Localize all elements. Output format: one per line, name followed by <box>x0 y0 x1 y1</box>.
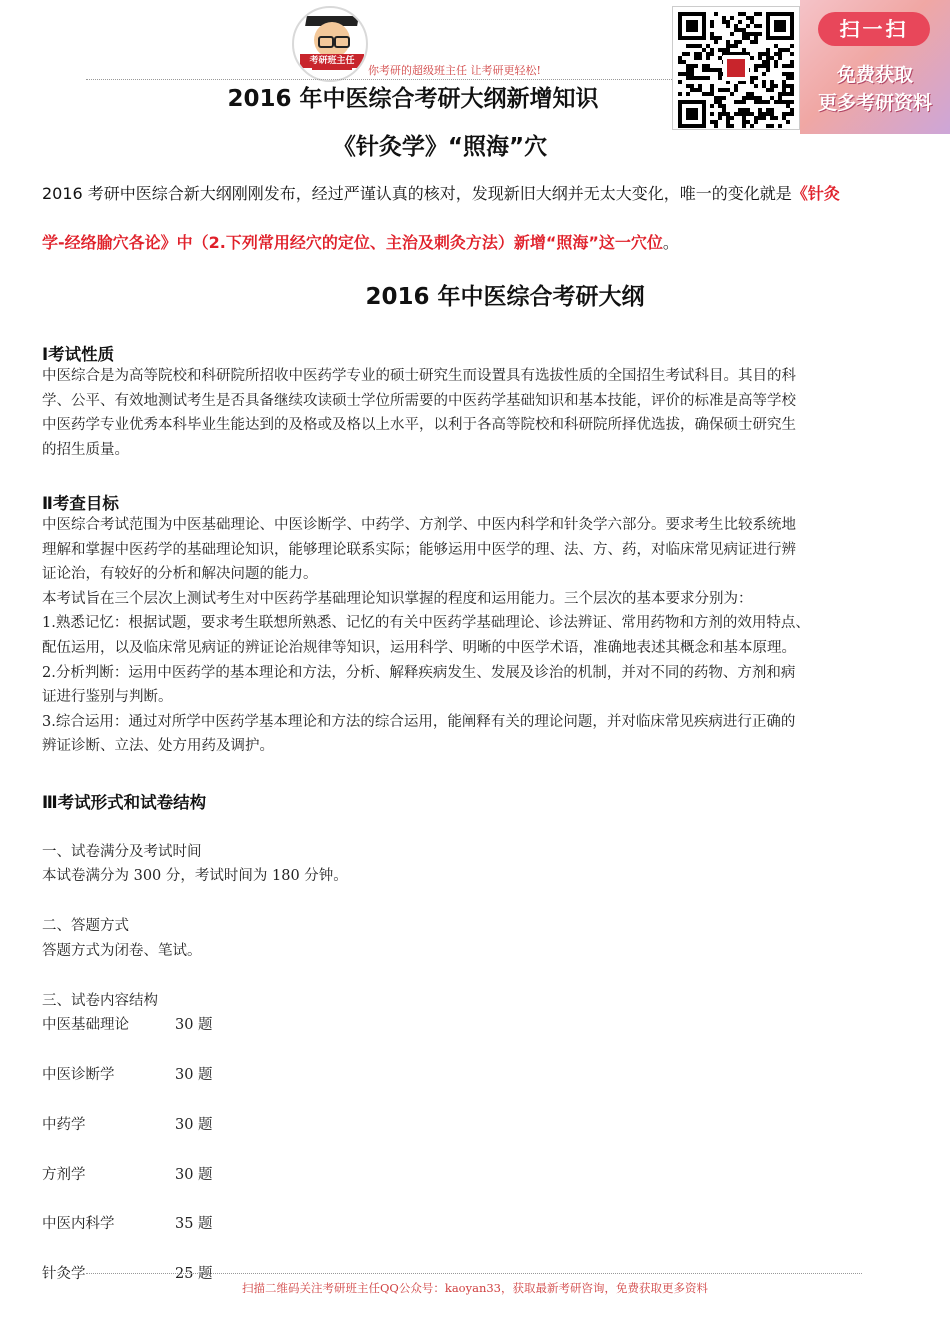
intro-highlight: 学-经络腧穴各论》中（2.下列常用经穴的定位、主治及刺灸方法）新增“照海”这一穴位 <box>42 233 663 252</box>
intro-text: 。 <box>662 233 679 252</box>
subsection-title: 三、试卷内容结构 <box>42 993 158 1009</box>
logo-text: 考研班主任 <box>300 54 364 68</box>
glasses-icon <box>334 36 350 48</box>
subsection-text: 答题方式为闭卷、笔试。 <box>42 943 202 959</box>
paragraph-line: 辨证诊断、立法、处方用药及调护。 <box>42 738 274 755</box>
promo-line-2: 更多考研资料 <box>817 92 932 114</box>
section-paragraph <box>42 364 910 462</box>
subject-name: 方剂学 <box>42 1167 86 1183</box>
paragraph-line: 中医药学专业优秀本科毕业生能达到的及格或及格以上水平，以利于各高等院校和科研院所择优选拔，确保硕士研究生 <box>42 417 796 434</box>
section-heading: Ⅰ考试性质 <box>42 345 115 364</box>
paragraph-line: 理解和掌握中医药学的基础理论知识，能够理论联系实际；能够运用中医学的理、法、方、药，对临床常见病证进行辨 <box>42 541 796 558</box>
subsection-text: 本试卷满分为 300 分，考试时间为 180 分钟。 <box>42 868 348 884</box>
promo-line-1: 免费获取 <box>836 64 913 86</box>
subject-name: 中医内科学 <box>42 1216 115 1232</box>
outline-title: 2016 年中医综合考研大纲 <box>365 284 645 310</box>
paragraph-line: 证进行鉴别与判断。 <box>42 689 173 706</box>
paragraph-line: 本考试旨在三个层次上测试考生对中医药学基础理论知识掌握的程度和运用能力。三个层次的基本要求分别为： <box>42 590 753 607</box>
promo-banner[interactable] <box>800 0 950 134</box>
subject-count: 25 题 <box>175 1266 213 1282</box>
footer-note: 扫描二维码关注考研班主任QQ公众号：kaoyan33，获取最新考研咨询，免费获取更多资料 <box>242 1281 708 1295</box>
footer-divider <box>86 1273 862 1274</box>
paragraph-line: 中医综合考试范围为中医基础理论、中医诊断学、中药学、方剂学、中医内科学和针灸学六部分。要求考生比较系统地 <box>42 517 796 533</box>
section-heading: Ⅱ考查目标 <box>42 494 119 513</box>
intro-line-1 <box>42 181 912 204</box>
subsection-title: 一、试卷满分及考试时间 <box>42 844 202 860</box>
subject-count: 30 题 <box>175 1167 213 1183</box>
intro-highlight: 《针灸 <box>791 184 840 203</box>
page-subtitle: 《针灸学》“照海”穴 <box>332 134 548 160</box>
subject-name: 中药学 <box>42 1117 86 1133</box>
glasses-icon <box>318 36 334 48</box>
paragraph-line: 学、公平、有效地测试考生是否具备继续攻读硕士学位所需要的中医药学基础知识和基本技能，评价的标准是高等学校 <box>42 392 796 409</box>
subject-name: 针灸学 <box>42 1266 86 1282</box>
section-paragraph <box>42 513 910 759</box>
header-slogan: 你考研的超级班主任 让考研更轻松! <box>368 64 541 77</box>
subject-count: 30 题 <box>175 1067 213 1083</box>
subject-name: 中医诊断学 <box>42 1067 115 1083</box>
subject-count: 35 题 <box>175 1216 213 1232</box>
paragraph-line: 1.熟悉记忆：根据试题，要求考生联想所熟悉、记忆的有关中医药学基础理论、诊法辨证、常用药物和方剂的效用特点、 <box>42 615 810 632</box>
paragraph-line: 配伍运用，以及临床常见病证的辨证论治规律等知识，运用科学、明晰的中医学术语，准确地表述其概念和基本原理。 <box>42 639 796 656</box>
paragraph-line: 2.分析判断：运用中医药学的基本理论和方法，分析、解释疾病发生、发展及诊治的机制，并对不同的药物、方剂和病 <box>42 664 796 681</box>
brand-logo <box>292 6 368 82</box>
subject-name: 中医基础理论 <box>42 1017 129 1033</box>
paragraph-line: 3.综合运用：通过对所学中医药学基本理论和方法的综合运用，能阐释有关的理论问题，并对临床常见疾病进行正确的 <box>42 713 796 730</box>
paragraph-line: 的招生质量。 <box>42 441 129 458</box>
subject-count: 30 题 <box>175 1017 213 1033</box>
paragraph-line: 中医综合是为高等院校和科研院所招收中医药学专业的硕士研究生而设置具有选拔性质的全国招生考试科目。其目的科 <box>42 368 796 384</box>
intro-line-2 <box>42 230 912 253</box>
scan-badge: 扫一扫 <box>818 12 930 46</box>
subject-count: 30 题 <box>175 1117 213 1133</box>
page-title: 2016 年中医综合考研大纲新增知识 <box>227 86 599 112</box>
section-heading: Ⅲ考试形式和试卷结构 <box>42 793 207 812</box>
paragraph-line: 证论治，有较好的分析和解决问题的能力。 <box>42 566 318 583</box>
book-icon <box>312 68 352 78</box>
subsection-title: 二、答题方式 <box>42 918 129 934</box>
intro-text: 2016 考研中医综合新大纲刚刚发布，经过严谨认真的核对，发现新旧大纲并无太大变化，唯一的变化就是 <box>42 184 792 203</box>
